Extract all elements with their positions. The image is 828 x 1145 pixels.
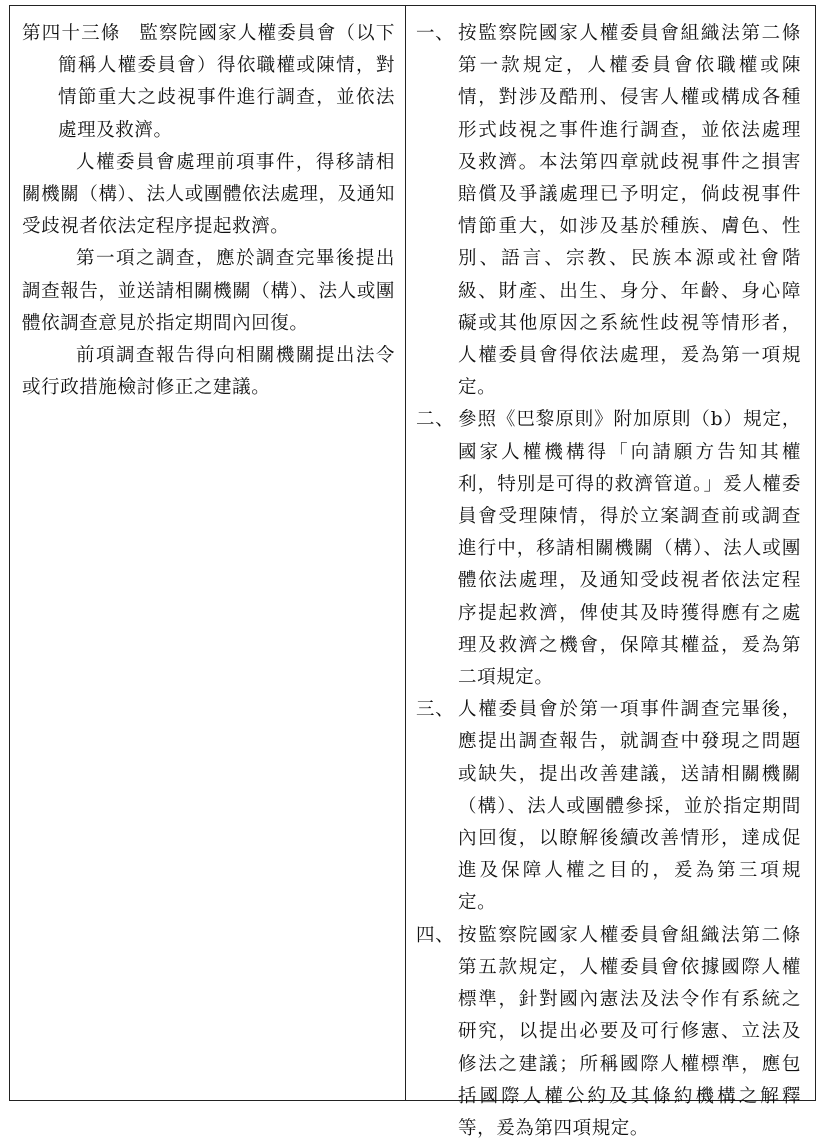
explanation-item bbox=[416, 694, 801, 919]
item-number: 一、 bbox=[416, 23, 455, 44]
article-paragraph-3: 第一項之調查，應於調查完畢後提出調查報告，並送請相關機關（構）、法人或團體依調查意見於指定期間內回復。 bbox=[22, 248, 395, 334]
comparison-table bbox=[9, 5, 816, 1139]
explanation-item bbox=[416, 18, 801, 404]
article-number: 第四十三條 bbox=[22, 23, 121, 44]
item-number: 三、 bbox=[416, 699, 455, 721]
explanation-item bbox=[416, 920, 801, 1145]
item-text: 按監察院國家人權委員會組織法第二條第五款規定，人權委員會依據國際人權標準，針對國內憲法及法令作有系統之研究，以提出必要及可行修憲、立法及修法之建議；所稱國際人權標準，應包括國際人權公約及其條約機構之解釋等，爰為第四項規定。 bbox=[458, 924, 801, 1139]
paragraph-text: 監察院國家人權委員會（以下簡稱人權委員會）得依職權或陳情，對情節重大之歧視事件進行調查，並依法處理及救濟。 bbox=[58, 23, 395, 141]
item-number: 二、 bbox=[416, 409, 455, 431]
explanation-item bbox=[416, 404, 801, 694]
item-text: 人權委員會於第一項事件調查完畢後，應提出調查報告，就調查中發現之問題或缺失，提出改善建議，送請相關機關（構）、法人或團體參採，並於指定期間內回復，以瞭解後續改善情形，達成促進及保障人權之目的，爰為第三項規定。 bbox=[458, 699, 801, 914]
explanation-column bbox=[406, 6, 815, 1139]
article-paragraph-1 bbox=[22, 18, 395, 147]
article-paragraph-2: 人權委員會處理前項事件，得移請相關機關（構）、法人或團體依法處理，及通知受歧視者依法定程序提起救濟。 bbox=[22, 151, 395, 238]
item-number: 四、 bbox=[416, 924, 455, 946]
article-paragraph-4: 前項調查報告得向相關機關提出法令或行政措施檢討修正之建議。 bbox=[22, 345, 395, 399]
item-text: 按監察院國家人權委員會組織法第二條第一款規定，人權委員會依職權或陳情，對涉及酷刑、侵害人權或構成各種形式歧視之事件進行調查，並依法處理及救濟。本法第四章就歧視事件之損害賠償及爭議處理已予明定，倘歧視事件情節重大，如涉及基於種族、膚色、性別、語言、宗教、民族本源或社會階級、財產、出生、身分、年齡、身心障礙或其他原因之系統性歧視等情形者，人權委員會得依法處理，爰為第一項規定。 bbox=[458, 23, 801, 399]
provision-text-column bbox=[10, 6, 406, 1100]
item-text: 參照《巴黎原則》附加原則（b）規定，國家人權機構得「向請願方告知其權利，特別是可得的救濟管道。」爰人權委員會受理陳情，得於立案調查前或調查進行中，移請相關機關（構）、法人或團體依法處理，及通知受歧視者依法定程序提起救濟，俾使其及時獲得應有之處理及救濟之機會，保障其權益，爰為第二項規定。 bbox=[458, 409, 801, 689]
